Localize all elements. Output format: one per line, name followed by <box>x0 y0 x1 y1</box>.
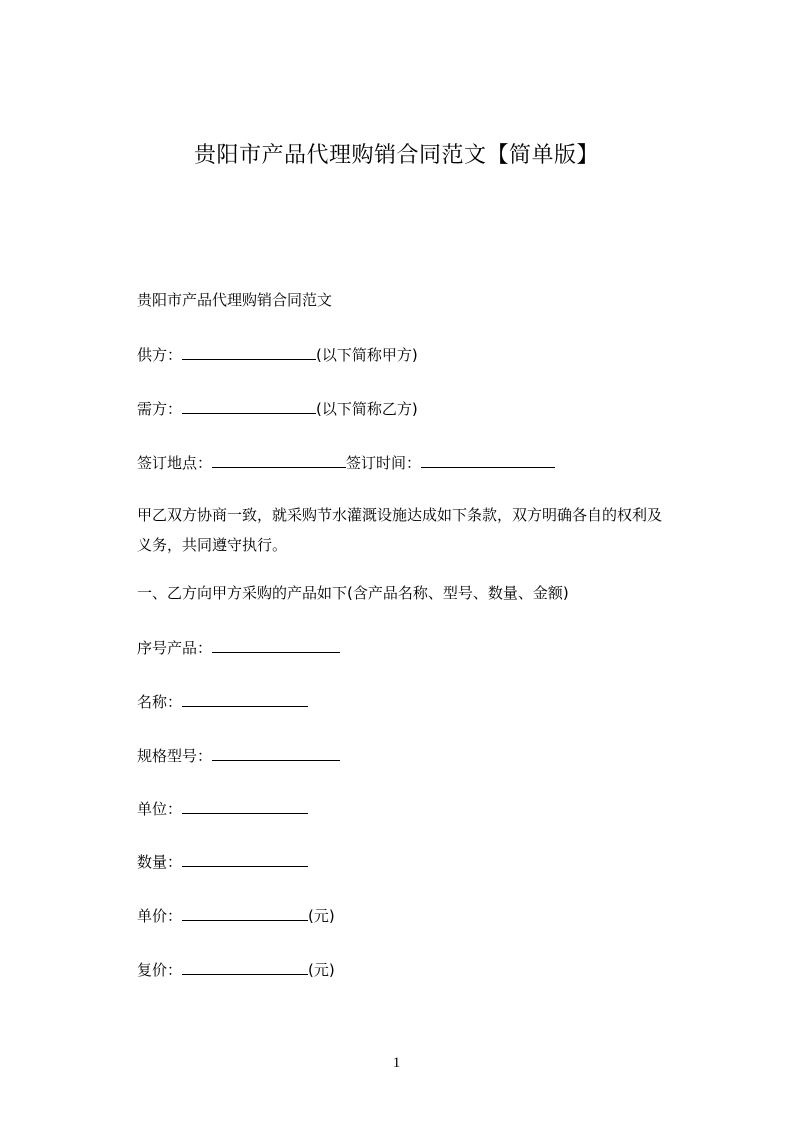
total-price-line <box>137 958 335 981</box>
quantity-label: 数量： <box>137 853 183 871</box>
supplier-blank[interactable] <box>182 343 316 360</box>
page-title: 贵阳市产品代理购销合同范文【简单版】 <box>193 143 599 168</box>
supplier-line <box>137 343 418 366</box>
buyer-suffix: (以下简称乙方) <box>316 400 418 418</box>
contract-subtitle: 贵阳市产品代理购销合同范文 <box>137 291 333 309</box>
spec-model-blank[interactable] <box>212 744 340 761</box>
buyer-label: 需方： <box>137 400 183 418</box>
sign-time-blank[interactable] <box>421 451 555 468</box>
serial-product-blank[interactable] <box>212 636 340 653</box>
spec-model-label: 规格型号： <box>137 747 213 765</box>
total-price-currency: (元) <box>308 961 335 979</box>
sign-place-label: 签订地点： <box>137 454 213 472</box>
sign-place-blank[interactable] <box>212 451 346 468</box>
supplier-label: 供方： <box>137 346 183 364</box>
intro-line-1 <box>137 504 662 526</box>
sign-time-label: 签订时间： <box>346 454 422 472</box>
unit-price-line <box>137 904 335 927</box>
unit-line <box>137 797 308 820</box>
intro-line-2: 义务，共同遵守执行。 <box>137 536 288 554</box>
spec-model-line <box>137 744 340 767</box>
name-blank[interactable] <box>182 690 308 707</box>
unit-price-blank[interactable] <box>182 904 308 921</box>
buyer-line <box>137 397 418 420</box>
buyer-blank[interactable] <box>182 397 316 414</box>
total-price-blank[interactable] <box>182 958 308 975</box>
unit-price-currency: (元) <box>308 907 335 925</box>
unit-label: 单位： <box>137 800 183 818</box>
section1-heading: 一、乙方向甲方采购的产品如下(含产品名称、型号、数量、金额) <box>137 584 569 602</box>
name-label: 名称： <box>137 693 183 711</box>
intro-text-1: 甲乙双方协商一致，就采购节水灌溉设施达成如下条款，双方明确各自的权利及 <box>137 506 663 524</box>
serial-product-line <box>137 636 340 659</box>
quantity-line <box>137 850 308 873</box>
total-price-label: 复价： <box>137 961 183 979</box>
name-line <box>137 690 308 713</box>
serial-product-label: 序号产品： <box>137 639 213 657</box>
quantity-blank[interactable] <box>182 850 308 867</box>
page-number: 1 <box>392 1055 401 1071</box>
sign-line <box>137 451 555 474</box>
unit-price-label: 单价： <box>137 907 183 925</box>
unit-blank[interactable] <box>182 797 308 814</box>
supplier-suffix: (以下简称甲方) <box>316 346 418 364</box>
